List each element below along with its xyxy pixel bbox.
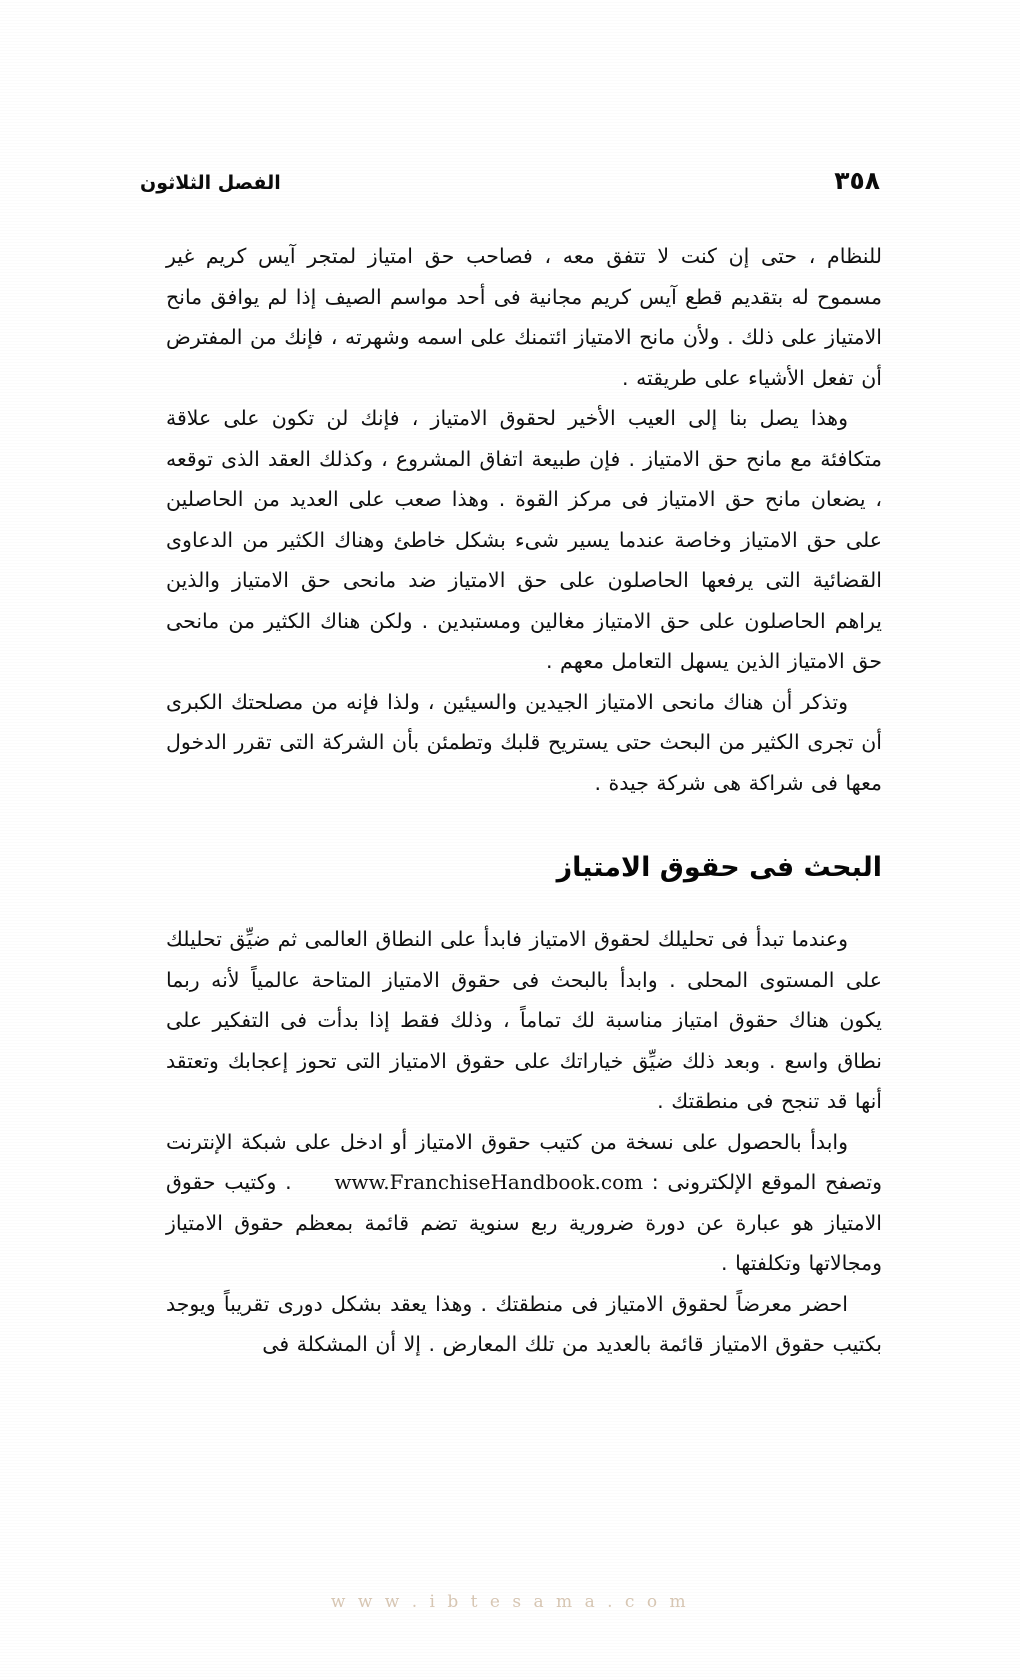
paragraph-5-text-after-url: . وكتيب حقوق الامتياز هو عبارة عن دورة ضرورية ربع سنوية تضم قائمة بمعظم حقوق الامتياز ومجالاتها وتكلفتها . [166, 1170, 882, 1275]
running-head [140, 166, 880, 200]
paragraph-4: وعندما تبدأ فى تحليلك لحقوق الامتياز فابدأ على النطاق العالمى ثم ضيِّق تحليلك على المستوى المحلى . وابدأ بالبحث فى حقوق الامتياز المتاحة عالمياً لأنه ربما يكون هناك حقوق امتياز مناسبة لك تماماً ، وذلك فقط إذا بدأت فى التفكير على نطاق واسع . وبعد ذلك ضيِّق خياراتك على حقوق الامتياز التى تحوز إعجابك وتعتقد أنها قد تنجح فى منطقتك . [166, 927, 882, 1113]
text-column [166, 236, 882, 1365]
paragraph-3: وتذكر أن هناك مانحى الامتياز الجيدين والسيئين ، ولذا فإنه من مصلحتك الكبرى أن تجرى الكثير من البحث حتى يستريح قلبك وتطمئن بأن الشركة التى تقرر الدخول معها فى شراكة هى شركة جيدة . [166, 689, 882, 795]
paragraph-5 [166, 1122, 882, 1284]
paragraph-2: وهذا يصل بنا إلى العيب الأخير لحقوق الامتياز ، فإنك لن تكون على علاقة متكافئة مع مانح حق الامتياز . فإن طبيعة اتفاق المشروع ، وكذلك العقد الذى توقعه ، يضعان مانح حق الامتياز فى مركز القوة . وهذا صعب على العديد من الحاصلين على حق الامتياز وخاصة عندما يسير شىء بشكل خاطئ وهناك الكثير من الدعاوى القضائية التى يرفعها الحاصلون على حق الامتياز ضد مانحى حق الامتياز والذين يراهم الحاصلون على حق الامتياز مغالين ومستبدين . ولكن هناك الكثير من مانحى حق الامتياز الذين يسهل التعامل معهم . [166, 406, 882, 673]
section-heading: البحث فى حقوق الامتياز [556, 852, 882, 883]
chapter-title: الفصل الثلاثون [140, 172, 281, 194]
page-number: ٣٥٨ [834, 166, 880, 195]
paragraph-1: للنظام ، حتى إن كنت لا تتفق معه ، فصاحب حق امتياز لمتجر آيس كريم غير مسموح له بتقديم قطع آيس كريم مجانية فى أحد مواسم الصيف إذا لم يوافق مانح الامتياز على ذلك . ولأن مانح الامتياز ائتمنك على اسمه وشهرته ، فإنك من المفترض أن تفعل الأشياء على طريقته . [166, 244, 882, 390]
paragraph-6: احضر معرضاً لحقوق الامتياز فى منطقتك . وهذا يعقد بشكل دورى تقريباً ويوجد بكتيب حقوق الامتياز قائمة بالعديد من تلك المعارض . إلا أن المشكلة فى [166, 1291, 882, 1356]
footer-watermark: w w w . i b t e s a m a . c o m [330, 1592, 690, 1612]
franchise-handbook-url: www.FranchiseHandbook.com [334, 1170, 644, 1194]
paragraph-5-text-before-url: وابدأ بالحصول على نسخة من كتيب حقوق الامتياز أو ادخل على شبكة الإنترنت وتصفح الموقع الإلكترونى : [166, 1129, 883, 1194]
